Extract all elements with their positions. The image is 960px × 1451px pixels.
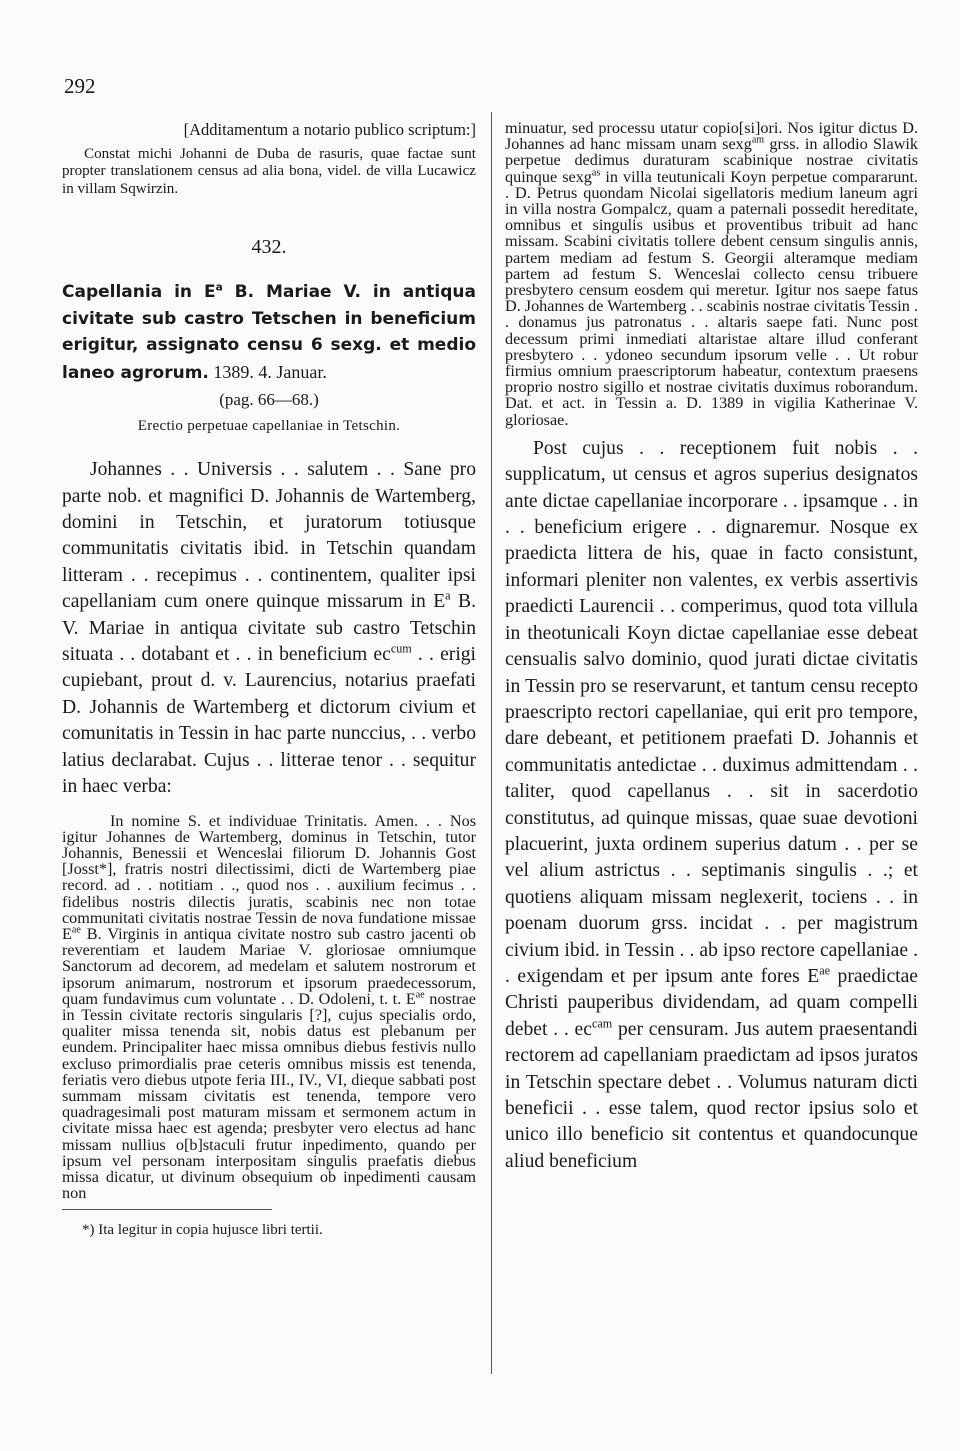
- body-paragraph-continued: Post cujus . . receptionem fuit nobis . . supplicatum, ut census et agros superius designatos ante dictae capellaniae incorporare . . ipsamque . . in . . beneficium erigere . . dignaremur. Nosque ex praedicta littera de his, quae in facto consistunt, informari pleniter non valentes, ex verbis assertivis praedicti Laurencii . . comperimus, quod tota villula in theotunicali Koyn dictae capellaniae esse debeat censualis salvo dominio, quod jurati dictae civitatis in Tessin pro se reservarunt, et tantum censu recepto praescripto rectori capellaniae, qui erit pro tempore, dare debeant, et petitionem praefati D. Johannis et communitatis antedictae . . duximus admittendam . . taliter, quod capellanus . . sit in sacerdotio constitutus, ad quinque missas, quae suae devotioni placuerint, juxta ordinem superius datum . . per se vel alium astrictus . . septimanis singulis . .; et quotiens aliquam missam neglexerit, tociens . . in poenam duorum grss. incidat . . per magistrum civium ibid. in Tessin . . ab ipso rectore capellaniae . . exigendam et per ipsum ante fores $E^{ae}$ praedictae Christi pauperibus dividendam, ad quam compelli debet . . $ec^{cam}$ per censuram. Jus autem praesentandi rectorem ad capellaniam praedictam ad ipsos juratos in Tetschin spectare debet . . Volumus naturam dicti beneficii . . esse talem, quod rector ipsius solo et unico illo beneficio sit contentus et quandocunque aliud beneficium: [505, 437, 919, 1172]
- document-heading: Capellania in $E^a$ B. Mariae V. in antiqua civitate sub castro Tetschen in beneficium erigitur, assignato censu 6 sexg. et medio laneo agrorum. 1389. 4. Januar.: [62, 281, 477, 383]
- charter-continuation: minuatur, sed processu utatur copio[si]ori. Nos igitur dictus D. Johannes ad hanc missam unam sexg$^{am}$ grss. in allodio Slawik perpetue dedimus duraturam scabinique nostrae civitatis quinque sexg$^{as}$ in villa teutunicali Koyn perpetue compararunt. . D. Petrus quondam Nicolai sigellatoris medium laneum agri in villa nostra Gompalcz, quam a paternali possedit hereditate, omnibus et singulis usibus et proventibus tribuit ad hanc missam. Scabini civitatis tollere debent censum singulis annis, partem mediam ad festum S. Georgii alteramque mediam partem ad festum S. Wenceslai collecto censu tribuere presbytero censum eosdem qui meretur. Igitur nos saepe fatus D. Johannes de Wartemberg . . scabinis nostrae civitatis Tessin . . donamus jus patronatus . . altaris saepe fati. Nunc post decessum primi inmediati altaristae altare illud conferant presbytero . . ydoneo secundum ipsorum velle . . Ut robur firmius omnium praescriptorum habeatur, contextum praesens proprio nostro sigillo et nostrae civitatis duximus roborandum. Dat. et act. in Tessin a. D. 1389 in vigilia Katherinae V. gloriosae.: [505, 119, 918, 429]
- charter-text: In nomine S. et individuae Trinitatis. Amen. . . Nos igitur Johannes de Wartemberg, dominus in Tetschin, tutor Johannis, Benessii et Wenceslai filiorum D. Johannis Gost [Josst*], fratris nostri dilectissimi, dicti de Wartemberg piae record. ad . . notitiam . ., quod nos . . auxilium fecimus . . fidelibus nostris dilectis juratis, scabinis nec non totae communitati civitatis nostrae Tessin de nova fundatione missae $E^{ae}$ B. Virginis in antiqua civitate nostro sub castro jacenti ob reverentiam et laudem Mariae V. gloriosae omniumque Sanctorum ad decorem, ad medelam et salutem nostrorum et ipsorum animarum, nostrorum et ipsorum praedecessorum, quam fundavimus cum voluntate . . D. Odoleni, t. t. $E^{ae}$ nostrae in Tessin civitate rectoris singularis [?], cujus specialis ordo, qualiter missa tenenda sit, nobis datus est plebanum per eundem. Principaliter haec missa omnibus diebus festivis nullo excluso primordialis prae ceteris omnibus missis est tenenda, feriatis vero diebus utpote feria III., IV., VI, dieque sabbati post summam missam civitatis est tenenda, tempore vero quadragesimali post maturam missam et sermonem actum in civitate missa haec est agenda; presbyter vero electus ad hanc missam nullius o[b]staculi frutur inpedimento, quando per ipsum vel personam interpositam singulis praefatis diebus missa dicatur, ut divinum obsequium ob inpedimenti causam non: [62, 811, 476, 1203]
- footnote-rule: [62, 1209, 272, 1210]
- intro-note: Constat michi Johanni de Duba de rasuris, quae factae sunt propter translationem census ad alia bona, videl. de villa Lucawicz in villam Sqwirzin.: [62, 146, 476, 197]
- left-column: [62, 120, 476, 1239]
- additamentum-note: [Additamentum a notario publico scriptum:]: [183, 120, 476, 139]
- right-column: [505, 120, 918, 1175]
- page-number: 292: [64, 74, 96, 98]
- column-divider: [491, 112, 492, 1374]
- document-number: 432.: [251, 236, 287, 259]
- footnote: *) Ita legitur in copia hujusce libri tertii.: [82, 1222, 323, 1239]
- body-paragraph: Johannes . . Universis . . salutem . . Sane pro parte nob. et magnifici D. Johannis de Wartemberg, domini in Tetschin, et juratorum totiusque communitatis civitatis ibid. in Tetschin quandam litteram . . recepimus . . continentem, qualiter ipsi capellaniam cum onere quinque missarum in $E^a$ B. V. Mariae in antiqua civitate sub castro Tetschin situata . . dotabant et . . in beneficium $ec^{cum}$ . . erigi cupiebant, prout d. v. Laurencius, notarius praefati D. Johannis de Wartemberg et dictorum civium et comunitatis in Tessin in hac parte nunccius, . . verbo latius declarabat. Cujus . . litterae tenor . . sequitur in haec verba:: [62, 459, 477, 798]
- document-subtitle: Erectio perpetuae capellaniae in Tetschin.: [137, 418, 401, 435]
- page-reference: (pag. 66—68.): [219, 390, 319, 410]
